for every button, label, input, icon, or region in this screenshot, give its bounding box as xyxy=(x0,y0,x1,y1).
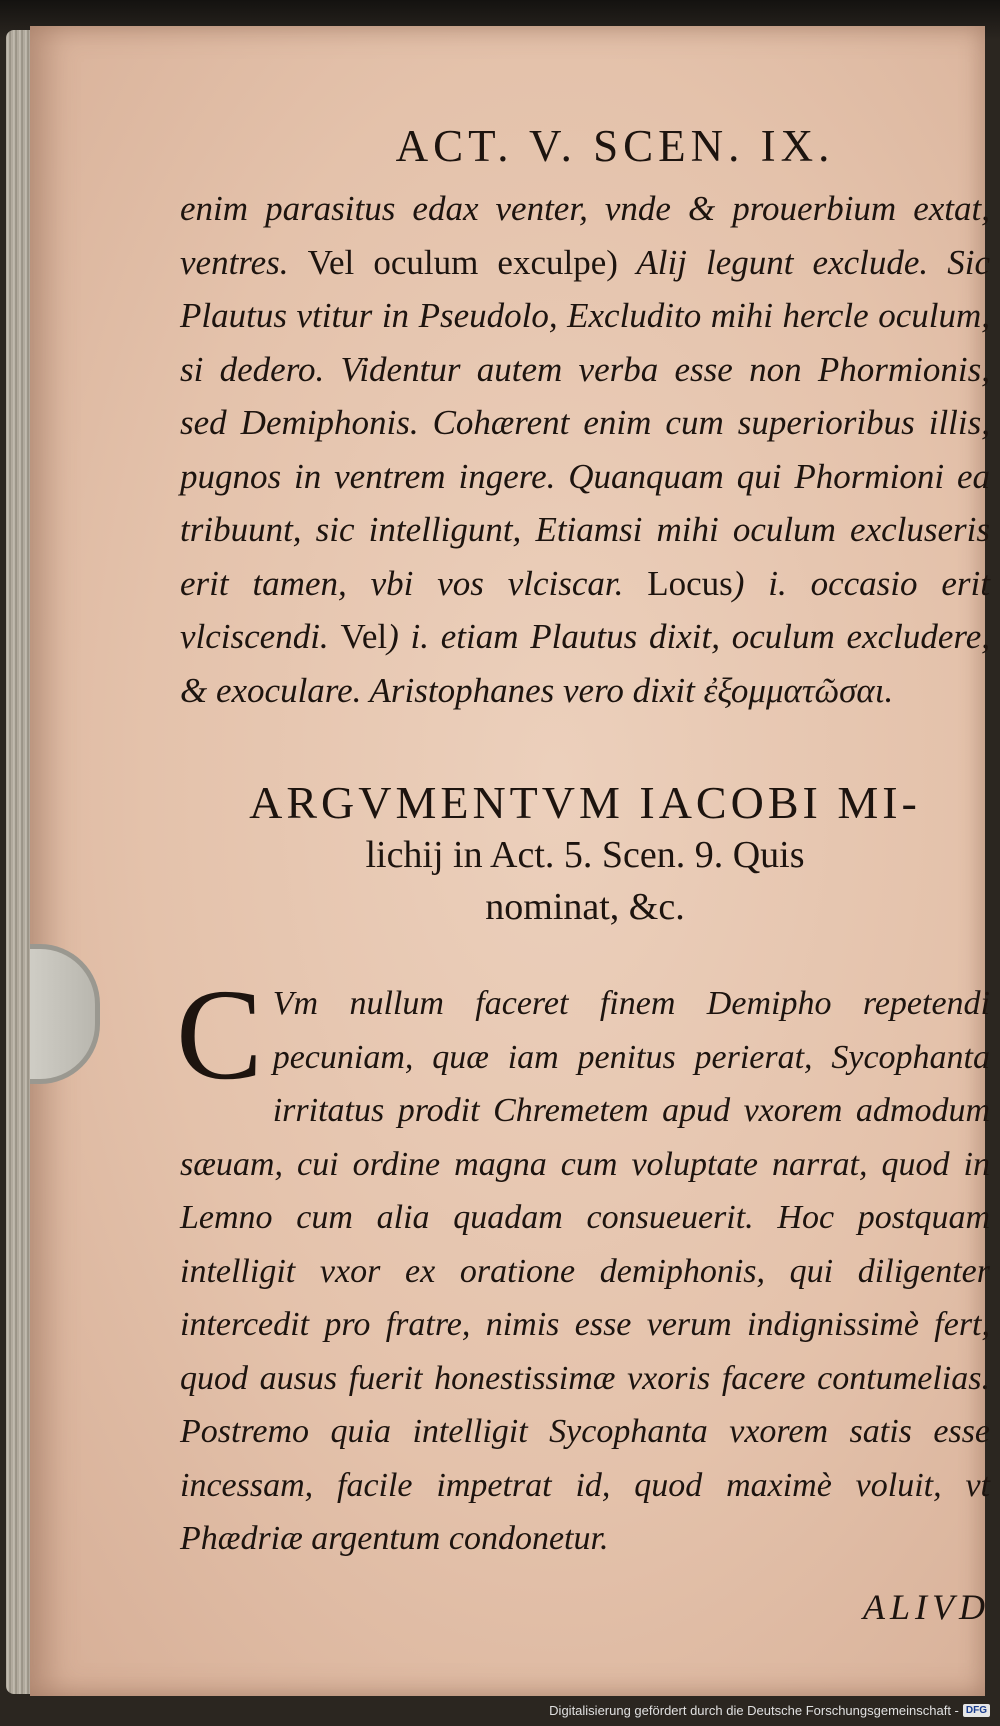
argument-paragraph xyxy=(176,963,990,1566)
drop-cap: C xyxy=(176,963,263,1107)
commentary-lemma: Vel oculum exculpe) xyxy=(307,242,618,282)
argument-heading-line: nominat, &c. xyxy=(485,886,685,928)
catchword: ALIVD xyxy=(863,1586,990,1627)
digitization-footer xyxy=(549,1698,990,1722)
argument-heading xyxy=(180,777,990,933)
commentary-segment: ) i. etiam Plautus dixit, oculum excludere, & exoculare. Aristophanes vero dixit ἐξομματῶσαι. xyxy=(180,617,990,710)
book-clip xyxy=(30,944,100,1084)
argument-text: Vm nullum faceret finem Demipho repetendi pecuniam, quæ iam penitus perierat, Sycophanta irritatus prodit Chremetem apud vxorem admodum sæuam, cui ordine magna cum voluptate narrat, quod in Lemno cum alia quadam consueuerit. Hoc postquam intelligit vxor ex oratione demiphonis, qui diligenter intercedit pro fratre, nimis esse verum indignissimè fert, quod ausus fuerit honestissimæ vxoris facere contumelias. Postremo quia intelligit Sycophanta vxorem satis esse incessam, facile impetrat id, quod maximè voluit, vt Phædriæ argentum condonetur. xyxy=(180,985,990,1557)
page-text-block xyxy=(176,116,991,1632)
dfg-logo-icon: DFG xyxy=(963,1704,990,1717)
argument-heading-line: ARGVMENTVM IACOBI MI- xyxy=(249,777,921,828)
commentary-segment: Alij legunt exclude. Sic Plautus vtitur in Pseudolo, Excludito mihi hercle oculum, si dedero. Videntur autem verba esse non Phormionis, sed Demiphonis. Cohærent enim cum superioribus illis, pugnos in ventrem ingere. Quanquam qui Phormioni ea tribuunt, sic intelligunt, Etiamsi mihi oculum excluseris erit tamen, vbi vos vlciscar. xyxy=(180,242,991,603)
commentary-segment: ) i. occasio erit vlciscendi. xyxy=(180,563,990,656)
commentary-segment: enim parasitus edax venter, vnde & prouerbium extat, ventres. xyxy=(180,189,990,282)
funding-credit: Digitalisierung gefördert durch die Deutsche Forschungsgemeinschaft - xyxy=(549,1702,959,1718)
running-head: ACT. V. SCEN. IX. xyxy=(395,121,835,171)
book-page xyxy=(30,26,991,1696)
commentary-lemma: Locus xyxy=(647,563,733,603)
argument-heading-line: lichij in Act. 5. Scen. 9. Quis xyxy=(365,834,805,876)
commentary-lemma: Vel xyxy=(340,617,388,656)
commentary-paragraph xyxy=(180,182,990,717)
